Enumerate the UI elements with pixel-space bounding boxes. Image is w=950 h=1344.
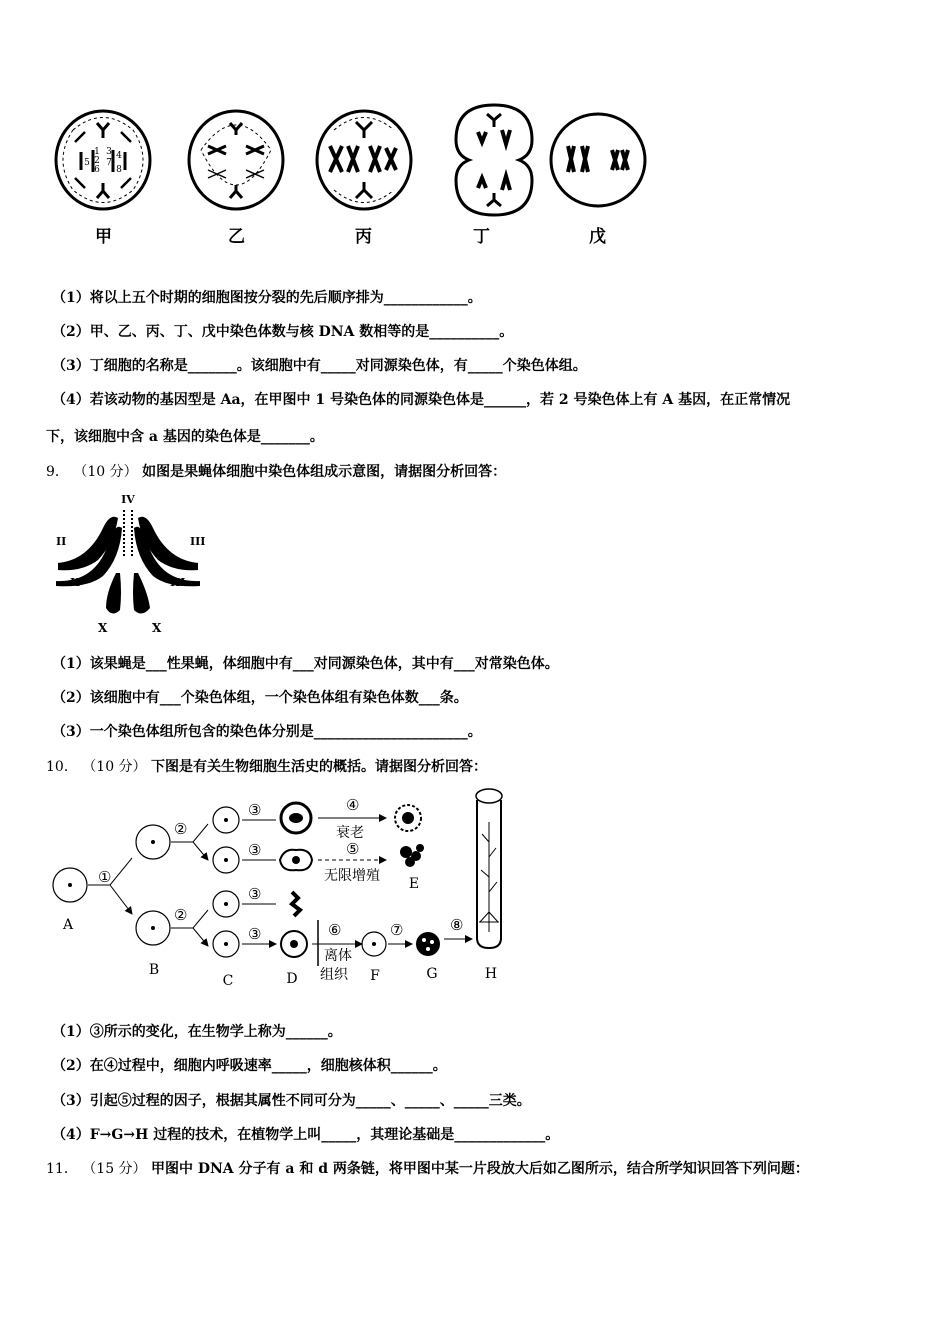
life-label-d: D (286, 971, 298, 987)
fly-label-ii-bottom: II (70, 576, 81, 589)
fly-label-x-left: X (98, 621, 108, 635)
fly-label-iii-top: III (190, 535, 206, 548)
life-step-2-top: ② (174, 820, 188, 838)
fig1-num-left-4: 6 (94, 165, 100, 175)
cell-ding (456, 105, 532, 215)
life-step-3-b: ③ (248, 841, 262, 859)
life-step-4: ④ (346, 796, 360, 814)
fruit-fly-chromosome-figure (48, 488, 208, 638)
q11-question: 甲图中 DNA 分子有 a 和 d 两条链，将甲图中某一片段放大后如乙图所示，结合所学知识回答下列问题： (151, 1161, 809, 1177)
q9-part-3: （3）一个染色体组所包含的染色体分别是______________________。 (52, 724, 482, 740)
life-step-8: ⑧ (450, 916, 464, 934)
q10-part-4: （4）F→G→H 过程的技术，在植物学上叫_____，其理论基础是_____________。 (52, 1127, 560, 1143)
q9-part-2: （2）该细胞中有___个染色体组，一个染色体组有染色体数___条。 (52, 690, 468, 706)
cell-wu (551, 114, 645, 206)
fig1-num-right-3: 7 (106, 158, 112, 168)
life-label-iso-1: 离体 (324, 948, 352, 964)
fly-label-iv: IV (121, 493, 135, 506)
q10-question: 下图是有关生物细胞生活史的概括。请据图分析回答： (151, 759, 487, 775)
fly-label-x-right: X (152, 621, 162, 635)
fig1-label-wu: 戊 (589, 227, 606, 247)
cell-jia (56, 111, 150, 209)
fig1-label-ding: 丁 (473, 227, 490, 247)
q11-stem (46, 1158, 809, 1178)
cell-life-history-figure (48, 782, 518, 992)
fig1-num-right-1: 3 (106, 147, 112, 157)
life-step-2-bottom: ② (174, 906, 188, 924)
life-label-g: G (426, 966, 438, 982)
q10-part-1: （1）③所示的变化，在生物学上称为______。 (52, 1024, 342, 1040)
q10-score: （10 分） (82, 759, 147, 775)
q10-stem (46, 756, 487, 776)
q8-part-3: （3）丁细胞的名称是_______。该细胞中有_____对同源染色体，有_____个染色体组。 (52, 358, 587, 374)
q8-part-4a: （4）若该动物的基因型是 Aa，在甲图中 1 号染色体的同源染色体是______，若 2 号染色体上有 A 基因，在正常情况 (52, 392, 791, 408)
life-step-1: ① (98, 868, 112, 886)
life-label-infinite: 无限增殖 (324, 868, 380, 884)
life-step-3-d: ③ (248, 925, 262, 943)
q8-part-2: （2）甲、乙、丙、丁、戊中染色体数与核 DNA 数相等的是__________。 (52, 324, 514, 340)
life-step-7: ⑦ (390, 921, 404, 939)
life-label-iso-2: 组织 (320, 967, 348, 983)
cell-yi (189, 111, 283, 209)
life-label-a: A (62, 917, 74, 933)
fig1-num-left-3: 5 (84, 158, 90, 168)
life-label-b: B (148, 962, 160, 978)
life-label-h: H (484, 966, 498, 982)
q8-part-1: （1）将以上五个时期的细胞图按分裂的先后顺序排为____________。 (52, 290, 482, 306)
fly-label-iii-bottom: III (170, 576, 186, 589)
life-step-3-c: ③ (248, 885, 262, 903)
life-label-aging: 衰老 (336, 825, 364, 841)
cell-bing (317, 111, 411, 209)
fig1-num-left-2: 2 (94, 156, 100, 166)
q9-number: 9． (46, 464, 69, 480)
fig1-label-jia: 甲 (95, 227, 112, 247)
q9-stem (46, 461, 506, 481)
fig1-label-bing: 丙 (355, 227, 372, 247)
life-label-e: E (408, 876, 420, 892)
fig1-num-left-1: 1 (94, 147, 100, 157)
q9-part-1: （1）该果蝇是___性果蝇，体细胞中有___对同源染色体，其中有___对常染色体。 (52, 656, 559, 672)
life-step-6: ⑥ (328, 921, 342, 939)
q11-number: 11． (46, 1161, 78, 1177)
q9-question: 如图是果蝇体细胞中染色体组成示意图，请据图分析回答： (142, 464, 507, 480)
q10-part-3: （3）引起⑤过程的因子，根据其属性不同可分为_____、_____、_____三类。 (52, 1093, 531, 1109)
life-step-5: ⑤ (346, 840, 360, 858)
fig1-num-right-4: 8 (116, 165, 122, 175)
q11-score: （15 分） (82, 1161, 147, 1177)
fly-label-ii-top: II (56, 535, 67, 548)
q8-part-4b: 下，该细胞中含 a 基因的染色体是_______。 (46, 429, 324, 445)
life-label-f: F (370, 968, 380, 984)
q10-number: 10． (46, 759, 78, 775)
life-label-c: C (222, 973, 234, 989)
q9-score: （10 分） (73, 464, 138, 480)
life-step-3-a: ③ (248, 801, 262, 819)
q10-part-2: （2）在④过程中，细胞内呼吸速率_____，细胞核体积______。 (52, 1058, 447, 1074)
fig1-label-yi: 乙 (228, 227, 245, 247)
fig1-num-right-2: 4 (116, 151, 122, 161)
